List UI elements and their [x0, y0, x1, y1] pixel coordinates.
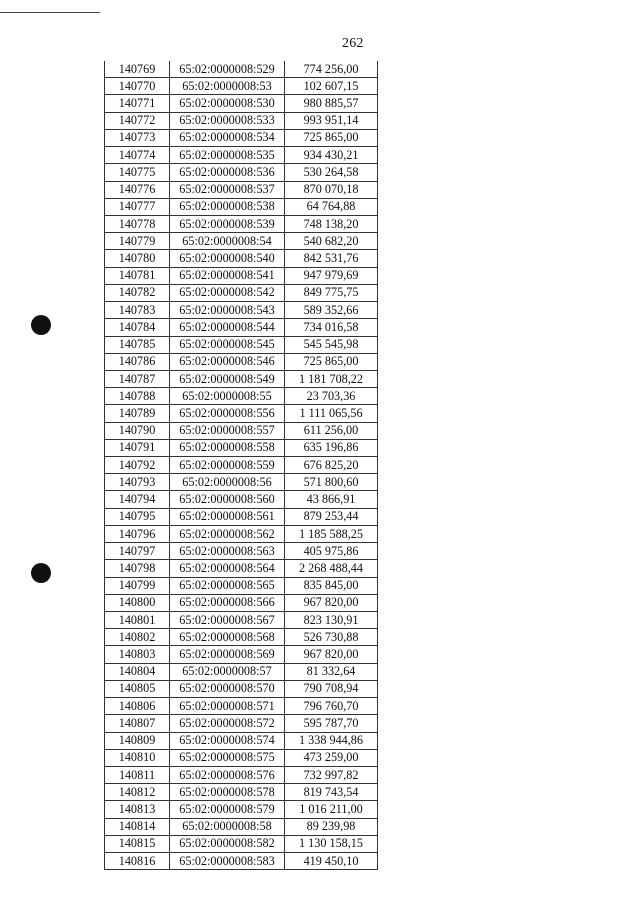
row-id-cell: 140804: [105, 663, 170, 680]
cadastral-value-cell: 2 268 488,44: [285, 560, 378, 577]
row-id-cell: 140811: [105, 766, 170, 783]
cadastral-number-cell: 65:02:0000008:557: [170, 422, 285, 439]
table-row: [105, 61, 378, 78]
row-id-cell: 140786: [105, 353, 170, 370]
table-row: [105, 629, 378, 646]
table-row: [105, 181, 378, 198]
cadastral-number-cell: 65:02:0000008:534: [170, 129, 285, 146]
table-row: [105, 543, 378, 560]
table-row: [105, 457, 378, 474]
cadastral-number-cell: 65:02:0000008:570: [170, 680, 285, 697]
row-id-cell: 140779: [105, 233, 170, 250]
cadastral-number-cell: 65:02:0000008:566: [170, 594, 285, 611]
cadastral-value-cell: 823 130,91: [285, 612, 378, 629]
cadastral-value-cell: 934 430,21: [285, 147, 378, 164]
cadastral-value-cell: 835 845,00: [285, 577, 378, 594]
table-row: [105, 560, 378, 577]
row-id-cell: 140809: [105, 732, 170, 749]
row-id-cell: 140799: [105, 577, 170, 594]
row-id-cell: 140815: [105, 835, 170, 852]
table-row: [105, 370, 378, 387]
table-row: [105, 594, 378, 611]
row-id-cell: 140782: [105, 284, 170, 301]
cadastral-value-cell: 748 138,20: [285, 215, 378, 232]
punch-hole: [31, 315, 51, 335]
cadastral-number-cell: 65:02:0000008:575: [170, 749, 285, 766]
row-id-cell: 140775: [105, 164, 170, 181]
table-row: [105, 835, 378, 852]
cadastral-value-table: [104, 61, 378, 870]
row-id-cell: 140791: [105, 439, 170, 456]
table-row: [105, 698, 378, 715]
cadastral-value-cell: 842 531,76: [285, 250, 378, 267]
cadastral-number-cell: 65:02:0000008:58: [170, 818, 285, 835]
cadastral-number-cell: 65:02:0000008:549: [170, 370, 285, 387]
row-id-cell: 140802: [105, 629, 170, 646]
table-row: [105, 784, 378, 801]
cadastral-number-cell: 65:02:0000008:567: [170, 612, 285, 629]
cadastral-value-cell: 993 951,14: [285, 112, 378, 129]
row-id-cell: 140816: [105, 853, 170, 870]
table-row: [105, 319, 378, 336]
table-row: [105, 612, 378, 629]
table-row: [105, 353, 378, 370]
table-row: [105, 663, 378, 680]
row-id-cell: 140793: [105, 474, 170, 491]
row-id-cell: 140798: [105, 560, 170, 577]
cadastral-value-cell: 473 259,00: [285, 749, 378, 766]
row-id-cell: 140795: [105, 508, 170, 525]
cadastral-value-cell: 1 185 588,25: [285, 525, 378, 542]
cadastral-value-cell: 23 703,36: [285, 388, 378, 405]
row-id-cell: 140792: [105, 457, 170, 474]
row-id-cell: 140771: [105, 95, 170, 112]
table-row: [105, 422, 378, 439]
table-row: [105, 818, 378, 835]
cadastral-value-cell: 43 866,91: [285, 491, 378, 508]
table-row: [105, 95, 378, 112]
cadastral-value-cell: 725 865,00: [285, 353, 378, 370]
cadastral-value-cell: 1 130 158,15: [285, 835, 378, 852]
cadastral-number-cell: 65:02:0000008:576: [170, 766, 285, 783]
cadastral-number-cell: 65:02:0000008:556: [170, 405, 285, 422]
cadastral-value-cell: 635 196,86: [285, 439, 378, 456]
row-id-cell: 140805: [105, 680, 170, 697]
cadastral-number-cell: 65:02:0000008:546: [170, 353, 285, 370]
table-row: [105, 284, 378, 301]
cadastral-value-cell: 540 682,20: [285, 233, 378, 250]
cadastral-number-cell: 65:02:0000008:569: [170, 646, 285, 663]
cadastral-value-cell: 967 820,00: [285, 594, 378, 611]
cadastral-value-cell: 595 787,70: [285, 715, 378, 732]
cadastral-number-cell: 65:02:0000008:579: [170, 801, 285, 818]
table-row: [105, 147, 378, 164]
row-id-cell: 140794: [105, 491, 170, 508]
cadastral-number-cell: 65:02:0000008:536: [170, 164, 285, 181]
cadastral-value-cell: 571 800,60: [285, 474, 378, 491]
cadastral-number-cell: 65:02:0000008:537: [170, 181, 285, 198]
cadastral-number-cell: 65:02:0000008:560: [170, 491, 285, 508]
table-row: [105, 233, 378, 250]
cadastral-number-cell: 65:02:0000008:559: [170, 457, 285, 474]
row-id-cell: 140814: [105, 818, 170, 835]
cadastral-value-cell: 589 352,66: [285, 302, 378, 319]
cadastral-number-cell: 65:02:0000008:578: [170, 784, 285, 801]
cadastral-value-cell: 1 016 211,00: [285, 801, 378, 818]
table-row: [105, 439, 378, 456]
cadastral-value-cell: 879 253,44: [285, 508, 378, 525]
cadastral-number-cell: 65:02:0000008:582: [170, 835, 285, 852]
cadastral-value-cell: 545 545,98: [285, 336, 378, 353]
table-row: [105, 508, 378, 525]
table-row: [105, 801, 378, 818]
row-id-cell: 140806: [105, 698, 170, 715]
page-number: 262: [342, 36, 364, 51]
table-row: [105, 474, 378, 491]
row-id-cell: 140778: [105, 215, 170, 232]
cadastral-number-cell: 65:02:0000008:57: [170, 663, 285, 680]
row-id-cell: 140770: [105, 78, 170, 95]
table-row: [105, 749, 378, 766]
cadastral-value-cell: 89 239,98: [285, 818, 378, 835]
table-row: [105, 164, 378, 181]
cadastral-number-cell: 65:02:0000008:545: [170, 336, 285, 353]
cadastral-value-cell: 64 764,88: [285, 198, 378, 215]
cadastral-value-cell: 102 607,15: [285, 78, 378, 95]
cadastral-number-cell: 65:02:0000008:539: [170, 215, 285, 232]
row-id-cell: 140810: [105, 749, 170, 766]
row-id-cell: 140796: [105, 525, 170, 542]
cadastral-value-cell: 732 997,82: [285, 766, 378, 783]
cadastral-number-cell: 65:02:0000008:54: [170, 233, 285, 250]
cadastral-number-cell: 65:02:0000008:530: [170, 95, 285, 112]
table-body: [105, 61, 378, 870]
table-row: [105, 250, 378, 267]
cadastral-number-cell: 65:02:0000008:562: [170, 525, 285, 542]
row-id-cell: 140781: [105, 267, 170, 284]
cadastral-number-cell: 65:02:0000008:56: [170, 474, 285, 491]
cadastral-number-cell: 65:02:0000008:53: [170, 78, 285, 95]
cadastral-value-cell: 980 885,57: [285, 95, 378, 112]
table-row: [105, 732, 378, 749]
cadastral-number-cell: 65:02:0000008:574: [170, 732, 285, 749]
cadastral-number-cell: 65:02:0000008:568: [170, 629, 285, 646]
table-row: [105, 78, 378, 95]
row-id-cell: 140800: [105, 594, 170, 611]
cadastral-value-cell: 796 760,70: [285, 698, 378, 715]
row-id-cell: 140797: [105, 543, 170, 560]
table-row: [105, 336, 378, 353]
row-id-cell: 140780: [105, 250, 170, 267]
cadastral-value-cell: 530 264,58: [285, 164, 378, 181]
row-id-cell: 140788: [105, 388, 170, 405]
cadastral-value-cell: 870 070,18: [285, 181, 378, 198]
cadastral-value-cell: 526 730,88: [285, 629, 378, 646]
cadastral-value-cell: 1 338 944,86: [285, 732, 378, 749]
table-row: [105, 267, 378, 284]
cadastral-number-cell: 65:02:0000008:564: [170, 560, 285, 577]
cadastral-number-cell: 65:02:0000008:544: [170, 319, 285, 336]
cadastral-number-cell: 65:02:0000008:538: [170, 198, 285, 215]
table-row: [105, 405, 378, 422]
cadastral-number-cell: 65:02:0000008:583: [170, 853, 285, 870]
row-id-cell: 140813: [105, 801, 170, 818]
table-row: [105, 577, 378, 594]
cadastral-value-cell: 676 825,20: [285, 457, 378, 474]
row-id-cell: 140807: [105, 715, 170, 732]
table-row: [105, 302, 378, 319]
row-id-cell: 140783: [105, 302, 170, 319]
table-row: [105, 388, 378, 405]
cadastral-number-cell: 65:02:0000008:543: [170, 302, 285, 319]
row-id-cell: 140774: [105, 147, 170, 164]
cadastral-value-cell: 611 256,00: [285, 422, 378, 439]
table-row: [105, 215, 378, 232]
cadastral-number-cell: 65:02:0000008:563: [170, 543, 285, 560]
cadastral-value-cell: 849 775,75: [285, 284, 378, 301]
row-id-cell: 140784: [105, 319, 170, 336]
cadastral-value-cell: 967 820,00: [285, 646, 378, 663]
row-id-cell: 140769: [105, 61, 170, 78]
table-row: [105, 525, 378, 542]
row-id-cell: 140776: [105, 181, 170, 198]
table-row: [105, 715, 378, 732]
table-row: [105, 198, 378, 215]
cadastral-value-cell: 419 450,10: [285, 853, 378, 870]
row-id-cell: 140787: [105, 370, 170, 387]
cadastral-value-cell: 774 256,00: [285, 61, 378, 78]
cadastral-number-cell: 65:02:0000008:542: [170, 284, 285, 301]
cadastral-number-cell: 65:02:0000008:55: [170, 388, 285, 405]
cadastral-number-cell: 65:02:0000008:535: [170, 147, 285, 164]
cadastral-number-cell: 65:02:0000008:540: [170, 250, 285, 267]
row-id-cell: 140785: [105, 336, 170, 353]
cadastral-number-cell: 65:02:0000008:529: [170, 61, 285, 78]
row-id-cell: 140772: [105, 112, 170, 129]
row-id-cell: 140801: [105, 612, 170, 629]
row-id-cell: 140812: [105, 784, 170, 801]
cadastral-value-cell: 81 332,64: [285, 663, 378, 680]
table-row: [105, 853, 378, 870]
table-row: [105, 491, 378, 508]
cadastral-value-cell: 725 865,00: [285, 129, 378, 146]
cadastral-number-cell: 65:02:0000008:572: [170, 715, 285, 732]
row-id-cell: 140790: [105, 422, 170, 439]
cadastral-value-cell: 819 743,54: [285, 784, 378, 801]
cadastral-number-cell: 65:02:0000008:571: [170, 698, 285, 715]
cadastral-value-cell: 947 979,69: [285, 267, 378, 284]
table-row: [105, 680, 378, 697]
cadastral-value-cell: 405 975,86: [285, 543, 378, 560]
table-row: [105, 646, 378, 663]
table-row: [105, 766, 378, 783]
cadastral-value-cell: 790 708,94: [285, 680, 378, 697]
cadastral-value-cell: 1 111 065,56: [285, 405, 378, 422]
table-row: [105, 112, 378, 129]
punch-hole: [31, 563, 51, 583]
cadastral-number-cell: 65:02:0000008:561: [170, 508, 285, 525]
cadastral-number-cell: 65:02:0000008:533: [170, 112, 285, 129]
cadastral-number-cell: 65:02:0000008:541: [170, 267, 285, 284]
top-edge-rule: [0, 12, 100, 13]
table-row: [105, 129, 378, 146]
cadastral-number-cell: 65:02:0000008:558: [170, 439, 285, 456]
cadastral-number-cell: 65:02:0000008:565: [170, 577, 285, 594]
row-id-cell: 140803: [105, 646, 170, 663]
row-id-cell: 140777: [105, 198, 170, 215]
cadastral-value-cell: 1 181 708,22: [285, 370, 378, 387]
cadastral-value-cell: 734 016,58: [285, 319, 378, 336]
row-id-cell: 140789: [105, 405, 170, 422]
row-id-cell: 140773: [105, 129, 170, 146]
